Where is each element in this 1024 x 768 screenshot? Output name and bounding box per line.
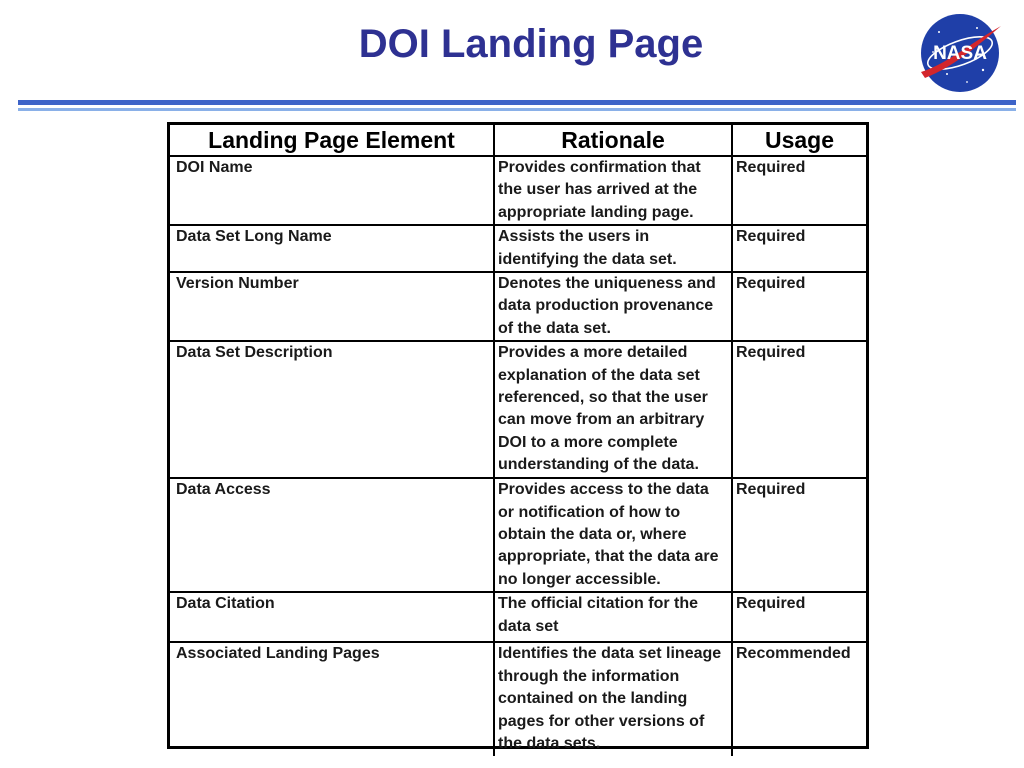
cell-rationale: Provides access to the data or notification of how to obtain the data or, where appropriate, that the data are no longer accessible. [494,478,732,592]
cell-rationale: Assists the users in identifying the data set. [494,225,732,272]
header-rule-secondary [18,108,1016,111]
table-header-row [170,125,866,156]
table-row [170,225,866,272]
nasa-logo [917,12,1003,94]
header-rule-primary [18,100,1016,105]
elements-table [170,125,866,756]
table-row [170,272,866,341]
cell-element: Data Citation [170,592,494,642]
cell-rationale: The official citation for the data set [494,592,732,642]
cell-usage: Required [732,225,866,272]
cell-element: Version Number [170,272,494,341]
cell-rationale: Provides confirmation that the user has arrived at the appropriate landing page. [494,156,732,225]
cell-element: Associated Landing Pages [170,642,494,756]
cell-usage: Recommended [732,642,866,756]
cell-rationale: Provides a more detailed explanation of the data set referenced, so that the user can move from an arbitrary DOI to a more complete understanding of the data. [494,341,732,478]
cell-usage: Required [732,478,866,592]
cell-element: DOI Name [170,156,494,225]
column-header-rationale: Rationale [494,125,732,156]
cell-element: Data Access [170,478,494,592]
table-row [170,478,866,592]
cell-usage: Required [732,272,866,341]
cell-element: Data Set Description [170,341,494,478]
page-title: DOI Landing Page [358,22,704,66]
logo-wordmark: NASA [933,43,987,64]
landing-page-elements-table [167,122,869,752]
cell-usage: Required [732,592,866,642]
cell-rationale: Identifies the data set lineage through the information contained on the landing pages for other versions of the data sets. [494,642,732,756]
table-row [170,642,866,756]
column-header-usage: Usage [732,125,866,156]
cell-rationale: Denotes the uniqueness and data production provenance of the data set. [494,272,732,341]
cell-usage: Required [732,341,866,478]
cell-usage: Required [732,156,866,225]
table-row [170,592,866,642]
column-header-element: Landing Page Element [170,125,494,156]
table-row [170,156,866,225]
cell-element: Data Set Long Name [170,225,494,272]
table-row [170,341,866,478]
